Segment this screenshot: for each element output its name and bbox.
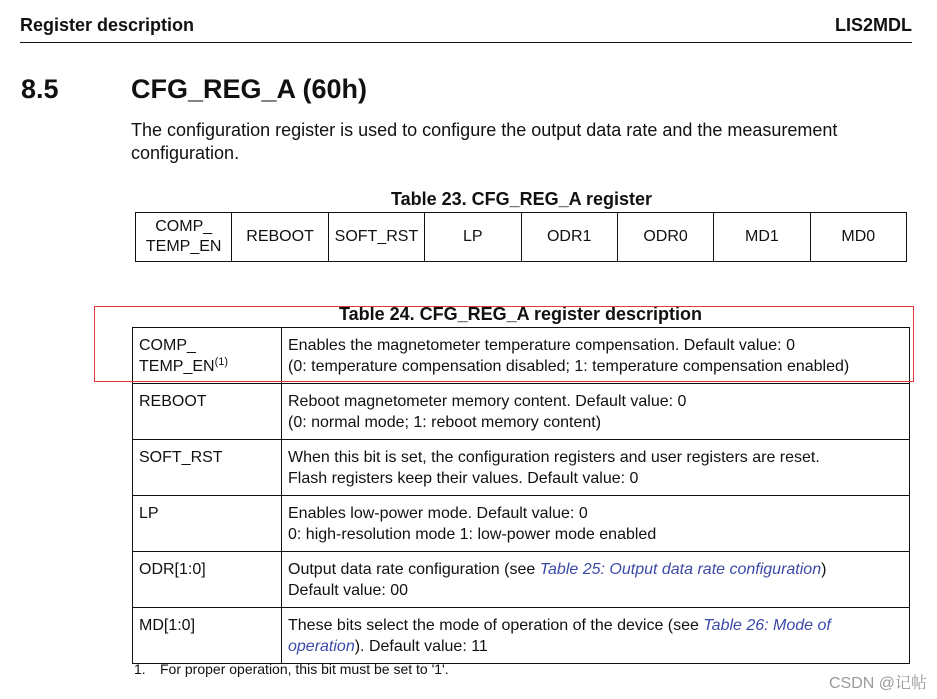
table-row: [133, 384, 910, 440]
intro-line-1: The configuration register is used to configure the output data rate and the measurement: [131, 120, 838, 140]
bit-description-cell: Output data rate configuration (see Table 25: Output data rate configuration) Default value: 00: [282, 552, 910, 608]
header-device-name: LIS2MDL: [834, 15, 912, 35]
table-row: [133, 440, 910, 496]
bit-cell-lp: LP: [425, 213, 521, 262]
page-header: [20, 12, 912, 43]
register-bit-row: [136, 213, 907, 262]
footnote-ref: (1): [214, 356, 229, 368]
bit-name-cell: SOFT_RST: [133, 440, 282, 496]
bit-cell-odr0: ODR0: [617, 213, 713, 262]
table-footnote: [134, 660, 449, 678]
bit-cell-odr1: ODR1: [521, 213, 617, 262]
bit-description-cell: These bits select the mode of operation of the device (see Table 26: Mode of operation). Default value: 11: [282, 608, 910, 664]
section-title: CFG_REG_A (60h): [131, 74, 368, 104]
bit-name-cell: MD[1:0]: [133, 608, 282, 664]
bit-description-cell: Reboot magnetometer memory content. Default value: 0 (0: normal mode; 1: reboot memory content): [282, 384, 910, 440]
table-25-link[interactable]: Table 25: Output data rate configuration: [539, 561, 822, 578]
bit-name-cell: COMP_ TEMP_EN$^{(1)}$: [133, 328, 282, 384]
bit-cell-md0: MD0: [810, 213, 906, 262]
bit-cell-reboot: REBOOT: [232, 213, 328, 262]
bit-cell-md1: MD1: [714, 213, 810, 262]
table-23-caption: Table 23. CFG_REG_A register: [390, 189, 653, 209]
bit-name-cell: REBOOT: [133, 384, 282, 440]
bit-description-cell: Enables the magnetometer temperature compensation. Default value: 0 (0: temperature compensation disabled; 1: temperature compensation enabled): [282, 328, 910, 384]
section-intro: [131, 119, 901, 165]
bit-name-cell: ODR[1:0]: [133, 552, 282, 608]
bit-description-cell: Enables low-power mode. Default value: 0 0: high-resolution mode 1: low-power mode enabled: [282, 496, 910, 552]
watermark: CSDN @记帖: [828, 675, 927, 692]
table-row: [133, 608, 910, 664]
table-row: [133, 496, 910, 552]
bit-cell-soft-rst: SOFT_RST: [328, 213, 424, 262]
register-description-table: [132, 327, 910, 664]
bit-cell-comp-temp-en: COMP_ TEMP_EN: [136, 213, 232, 262]
table-24-caption: Table 24. CFG_REG_A register description: [338, 304, 703, 324]
bit-description-cell: When this bit is set, the configuration registers and user registers are reset. Flash registers keep their values. Default value: 0: [282, 440, 910, 496]
footnote-number: 1.: [134, 661, 146, 677]
header-section-label: Register description: [20, 15, 195, 35]
bit-name-cell: LP: [133, 496, 282, 552]
table-26-link-continued[interactable]: operation: [288, 638, 355, 655]
table-26-link[interactable]: Table 26: Mode of: [703, 617, 831, 634]
footnote-text: For proper operation, this bit must be set to '1'.: [160, 661, 449, 677]
section-number: 8.5: [21, 74, 59, 104]
table-row: [133, 328, 910, 384]
table-row: [133, 552, 910, 608]
intro-line-2: configuration.: [131, 143, 240, 163]
register-bit-table: [135, 212, 907, 262]
